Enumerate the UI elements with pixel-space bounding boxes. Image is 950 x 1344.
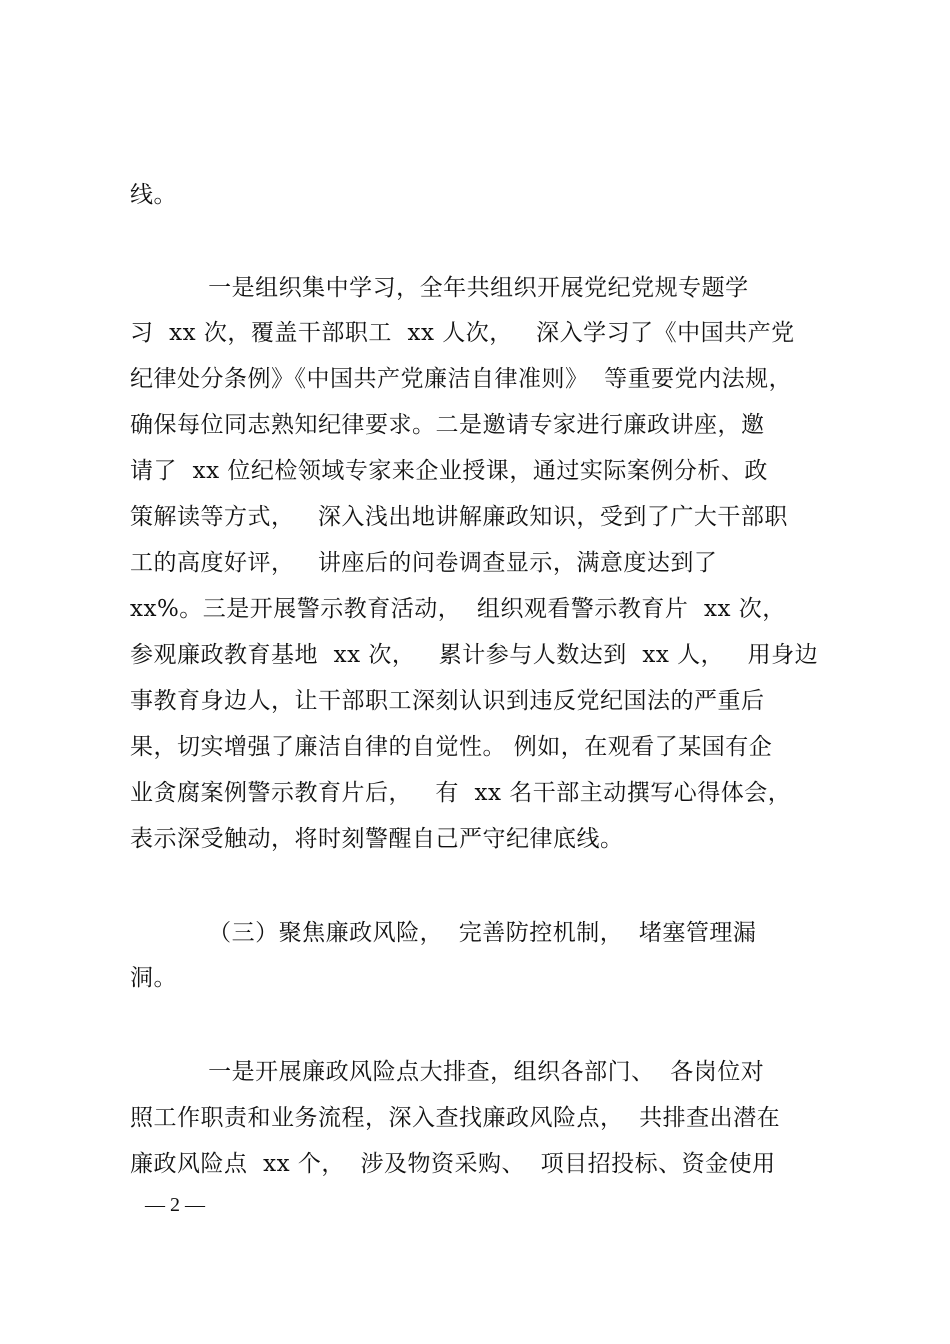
paragraph-risk-line: 照工作职责和业务流程，深入查找廉政风险点， 共排查出潜在 (130, 1105, 781, 1131)
paragraph-education-line: 习 xx 次，覆盖干部职工 xx 人次， 深入学习了《中国共产党 (130, 320, 795, 346)
paragraph-education-line: 纪律处分条例》《中国共产党廉洁自律准则》 等重要党内法规， (130, 366, 793, 392)
paragraph-education-line: 事教育身边人，让干部职工深刻认识到违反党纪国法的严重后 (130, 688, 765, 714)
paragraph-risk-line: 一是开展廉政风险点大排查，组织各部门、 各岗位对 (130, 1059, 765, 1085)
paragraph-education-line: xx%。三是开展警示教育活动， 组织观看警示教育片 xx 次， (130, 596, 786, 622)
paragraph-education-line: 一是组织集中学习，全年共组织开展党纪党规专题学 (130, 275, 749, 301)
page-number: — 2 — (145, 1194, 205, 1216)
paragraph-education-line: 果，切实增强了廉洁自律的自觉性。 例如，在观看了某国有企 (130, 734, 773, 760)
paragraph-education-line: 表示深受触动，将时刻警醒自己严守纪律底线。 (130, 826, 624, 852)
paragraph-education-line: 确保每位同志熟知纪律要求。二是邀请专家进行廉政讲座，邀 (130, 412, 765, 438)
paragraph-education-line: 请了 xx 位纪检领域专家来企业授课，通过实际案例分析、政 (130, 458, 768, 484)
paragraph-education-line: 工的高度好评， 讲座后的问卷调查显示，满意度达到了 (130, 550, 718, 576)
paragraph-education-line: 业贪腐案例警示教育片后， 有 xx 名干部主动撰写心得体会， (130, 780, 792, 806)
paragraph-risk-line: 廉政风险点 xx 个， 涉及物资采购、 项目招投标、资金使用 (130, 1151, 776, 1177)
paragraph-education-line: 参观廉政教育基地 xx 次， 累计参与人数达到 xx 人， 用身边 (130, 642, 819, 668)
paragraph-tail-line: 线。 (130, 182, 177, 208)
section-heading-line: （三）聚焦廉政风险， 完善防控机制， 堵塞管理漏 (130, 920, 757, 946)
section-heading-line: 洞。 (130, 965, 177, 991)
paragraph-education-line: 策解读等方式， 深入浅出地讲解廉政知识，受到了广大干部职 (130, 504, 788, 530)
